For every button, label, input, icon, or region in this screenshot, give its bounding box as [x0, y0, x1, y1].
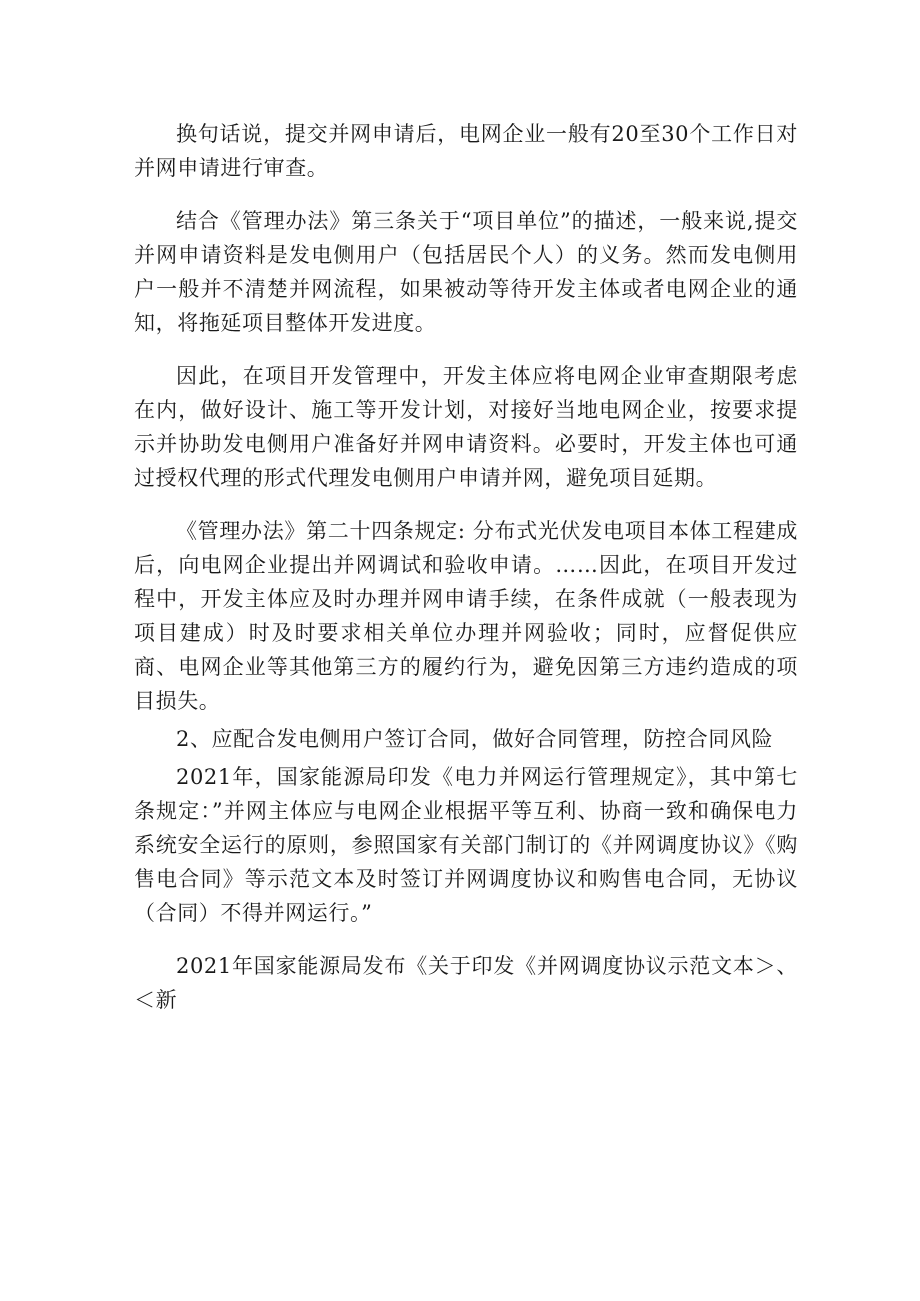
paragraph-article-24: 《管理办法》第二十四条规定: 分布式光伏发电项目本体工程建成后，向电网企业提出并网调试和验收申请。……因此，在项目开发过程中，开发主体应及时办理并网申请手续，在条件成就（一般表现为项目建成）时及时要求相关单位办理并网验收；同时，应督促供应商、电网企业等其他第三方的履约行为，避免因第三方违约造成的项目损失。: [134, 519, 798, 713]
document-body: [134, 117, 798, 1036]
paragraph-grid-regulation: 2021年，国家能源局印发《电力并网运行管理规定》，其中第七条规定：”并网主体应与电网企业根据平等互利、协商一致和确保电力系统安全运行的原则，参照国家有关部门制订的《并网调度协议》《购售电合同》等示范文本及时签订并网调度协议和购售电合同，无协议（合同）不得并网运行。”: [134, 765, 798, 925]
paragraph-review-period: 换句话说，提交并网申请后，电网企业一般有20至30个工作日对并网申请进行审查。: [134, 122, 798, 180]
section-heading-contracts: 2、应配合发电侧用户签订合同，做好合同管理，防控合同风险: [176, 727, 774, 751]
paragraph-development-plan: 因此，在项目开发管理中，开发主体应将电网企业审查期限考虑在内，做好设计、施工等开发计划，对接好当地电网企业，按要求提示并协助发电侧用户准备好并网申请资料。必要时，开发主体也可通过授权代理的形式代理发电侧用户申请并网，避免项目延期。: [134, 364, 798, 490]
paragraph-dispatch-agreement: 2021年国家能源局发布《关于印发《并网调度协议示范文本＞、＜新: [134, 954, 798, 1012]
paragraph-applicant-duty: 结合《管理办法》第三条关于“项目单位”的描述，一般来说,提交并网申请资料是发电侧用户（包括居民个人）的义务。然而发电侧用户一般并不清楚并网流程，如果被动等待开发主体或者电网企业的通知，将拖延项目整体开发进度。: [134, 209, 798, 335]
